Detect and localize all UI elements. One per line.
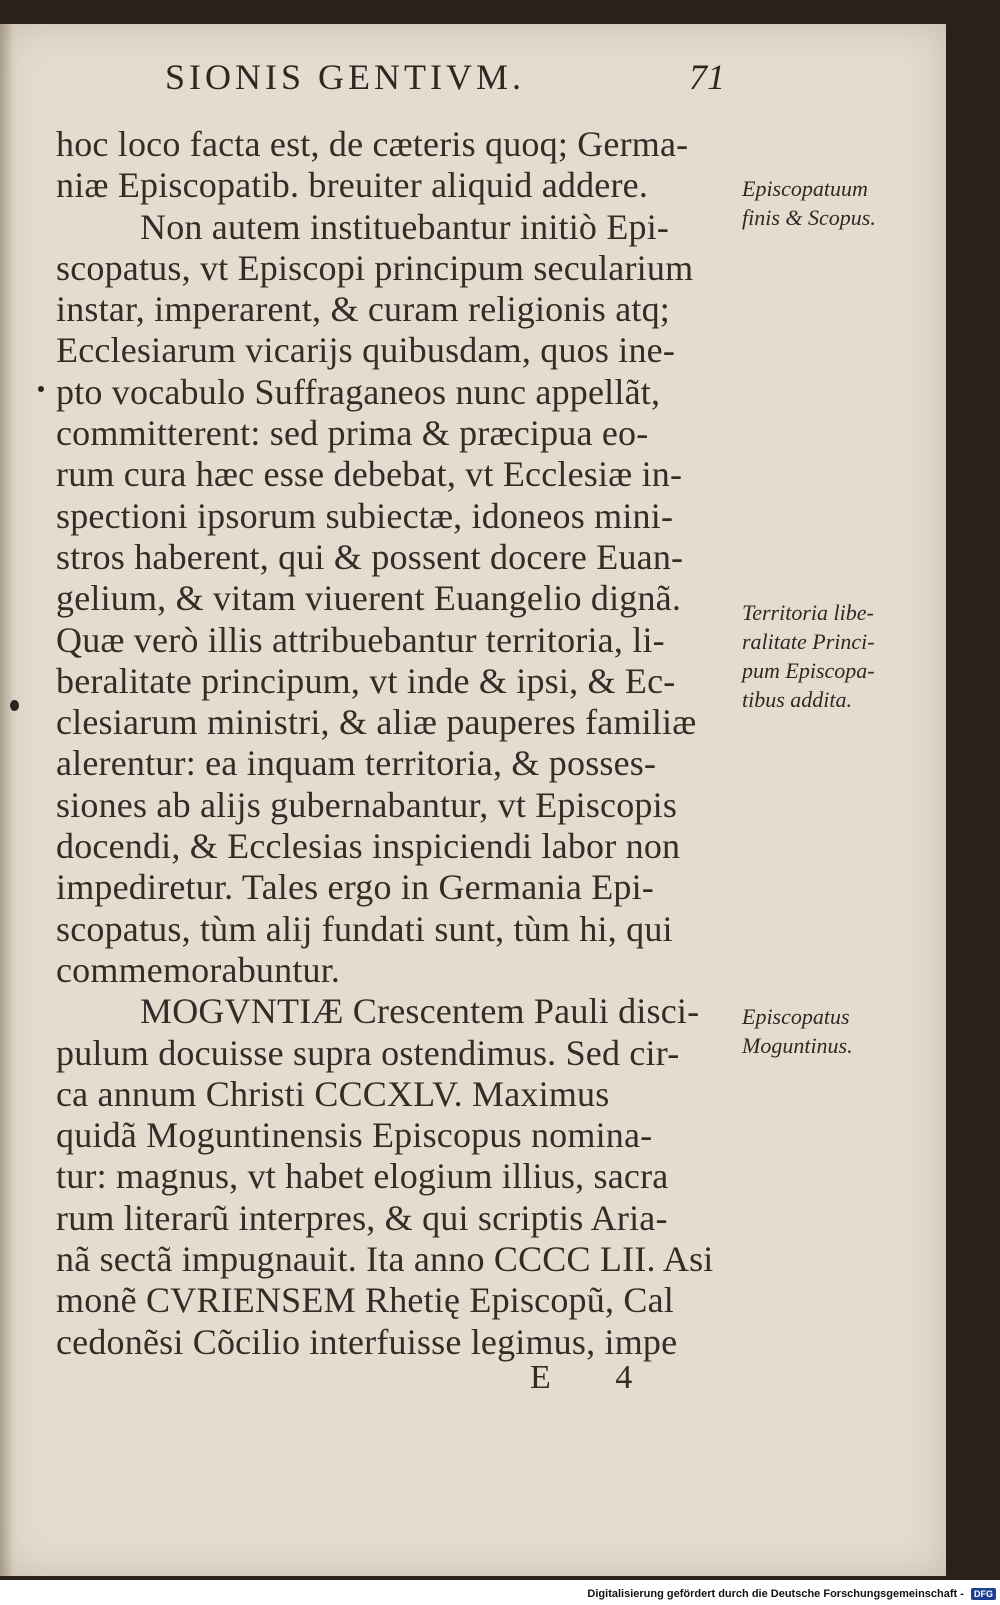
- signature-mark: E 4: [530, 1359, 661, 1396]
- text-line: Non autem instituebantur initiò Epi-: [140, 206, 670, 247]
- text-line: nã sectã impugnauit. Ita anno CCCC LII. Asi: [56, 1239, 714, 1280]
- text-line: docendi, & Ecclesias inspiciendi labor non: [56, 826, 681, 867]
- digitization-footer: [0, 1586, 996, 1602]
- text-line: alerentur: ea inquam territoria, & posses-: [56, 743, 657, 784]
- text-line: ca annum Christi CCCXLV. Maximus: [56, 1073, 610, 1114]
- margin-note-territoria: [742, 598, 942, 714]
- text-line: cedonẽsi Cõcilio interfuisse legimus, impe: [56, 1321, 678, 1362]
- text-line: beralitate principum, vt inde & ipsi, & Ec-: [56, 660, 676, 701]
- margin-note-line: finis & Scopus.: [742, 205, 876, 230]
- gutter-shadow: [0, 24, 14, 1576]
- page-number: 71: [689, 57, 725, 97]
- text-line: gelium, & vitam viuerent Euangelio dignã.: [56, 578, 682, 619]
- text-line: stros haberent, qui & possent docere Euan-: [56, 536, 684, 577]
- text-line: clesiarum ministri, & aliæ pauperes familiæ: [56, 702, 697, 743]
- text-line: rum literarũ interpres, & qui scriptis Aria-: [56, 1197, 668, 1238]
- dfg-logo-icon[interactable]: DFG: [971, 1588, 996, 1600]
- text-line: impediretur. Tales ergo in Germania Epi-: [56, 867, 654, 908]
- ink-speck: [10, 700, 19, 711]
- text-line: siones ab alijs gubernabantur, vt Episcopis: [56, 784, 678, 825]
- text-line: committerent: sed prima & præcipua eo-: [56, 413, 649, 454]
- text-line: commemorabuntur.: [56, 949, 341, 990]
- text-line: Quæ verò illis attribuebantur territoria, li-: [56, 619, 665, 660]
- text-line: niæ Episcopatib. breuiter aliquid addere.: [56, 165, 649, 206]
- margin-note-line: Territoria libe-: [742, 600, 874, 625]
- text-line: spectioni ipsorum subiectæ, idoneos mini-: [56, 495, 674, 536]
- text-line: tur: magnus, vt habet elogium illius, sacra: [56, 1156, 669, 1197]
- margin-note-episcopatuum: [742, 174, 942, 232]
- margin-note-line: Episcopatus: [742, 1004, 850, 1029]
- text-line: hoc loco facta est, de cæteris quoq; Germa-: [56, 124, 689, 164]
- body-text: [56, 124, 746, 1363]
- text-line: rum cura hæc esse debebat, vt Ecclesiæ in-: [56, 454, 683, 495]
- margin-note-line: tibus addita.: [742, 687, 853, 712]
- footer-credit: Digitalisierung gefördert durch die Deutsche Forschungsgemeinschaft -: [587, 1588, 964, 1601]
- text-line: instar, imperarent, & curam religionis atq;: [56, 289, 670, 330]
- text-line: pulum docuisse supra ostendimus. Sed cir-: [56, 1032, 680, 1073]
- ink-speck: [38, 386, 44, 392]
- margin-note-line: Episcopatuum: [742, 176, 868, 201]
- margin-note-line: ralitate Princi-: [742, 629, 875, 654]
- running-title: SIONIS GENTIVM.: [165, 57, 525, 97]
- text-line: scopatus, vt Episcopi principum secularium: [56, 247, 694, 288]
- text-line: quidã Moguntinensis Episcopus nomina-: [56, 1115, 653, 1156]
- margin-note-moguntinus: [742, 1002, 942, 1060]
- text-line: scopatus, tùm alij fundati sunt, tùm hi, qui: [56, 908, 673, 949]
- margin-note-line: Moguntinus.: [742, 1033, 853, 1058]
- text-line: Ecclesiarum vicarijs quibusdam, quos ine-: [56, 330, 676, 371]
- running-head: [165, 56, 725, 106]
- book-page: [0, 24, 946, 1576]
- text-line: pto vocabulo Suffraganeos nunc appellãt,: [56, 371, 661, 412]
- margin-note-line: pum Episcopa-: [742, 658, 875, 683]
- text-line: MOGVNTIÆ Crescentem Pauli disci-: [140, 991, 700, 1032]
- text-line: monẽ CVRIENSEM Rhetię Episcopũ, Cal: [56, 1280, 674, 1321]
